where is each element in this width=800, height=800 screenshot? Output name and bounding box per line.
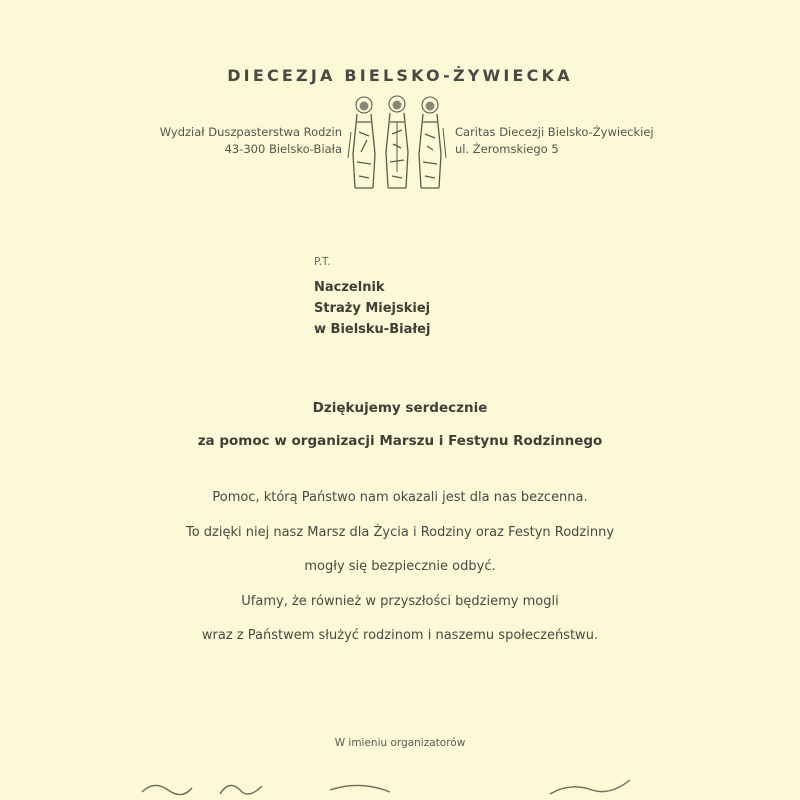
left-organization [110, 124, 342, 158]
left-org-address: 43-300 Bielsko-Biała [224, 142, 342, 156]
right-org-address: ul. Żeromskiego 5 [455, 142, 559, 156]
saints-emblem-icon [345, 92, 449, 194]
recipient-block [314, 252, 430, 340]
right-org-name: Caritas Diecezji Bielsko-Żywieckiej [455, 125, 654, 139]
body-line: wraz z Państwem służyć rodzinom i naszemu społeczeństwu. [201, 628, 599, 643]
thanks-line-2: za pomoc w organizacji Marszu i Festynu Rodzinnego [197, 433, 603, 449]
signature-scribble [130, 770, 650, 800]
left-org-name: Wydział Duszpasterstwa Rodzin [159, 125, 342, 139]
body-line: Ufamy, że również w przyszłości będziemy mogli [241, 593, 559, 609]
recipient-prefix: P.T. [314, 256, 331, 268]
thanks-line-1: Dziękujemy serdecznie [312, 400, 488, 416]
recipient-city: w Bielsku-Białej [314, 322, 431, 337]
thanks-heading [0, 392, 800, 458]
diocese-title: DIECEZJA BIELSKO-ŻYWIECKA [227, 66, 573, 85]
recipient-unit: Straży Miejskiej [314, 301, 431, 316]
body-line: To dzięki niej nasz Marsz dla Życia i Rodziny oraz Festyn Rodzinny [185, 524, 615, 540]
recipient-title: Naczelnik [314, 280, 385, 295]
body-line: Pomoc, którą Państwo nam okazali jest dla nas bezcenna. [212, 490, 588, 505]
right-organization [455, 124, 715, 158]
body-line: mogły się bezpiecznie odbyć. [304, 559, 496, 574]
letter-body [0, 481, 800, 654]
signature-label: W imieniu organizatorów [334, 737, 466, 749]
